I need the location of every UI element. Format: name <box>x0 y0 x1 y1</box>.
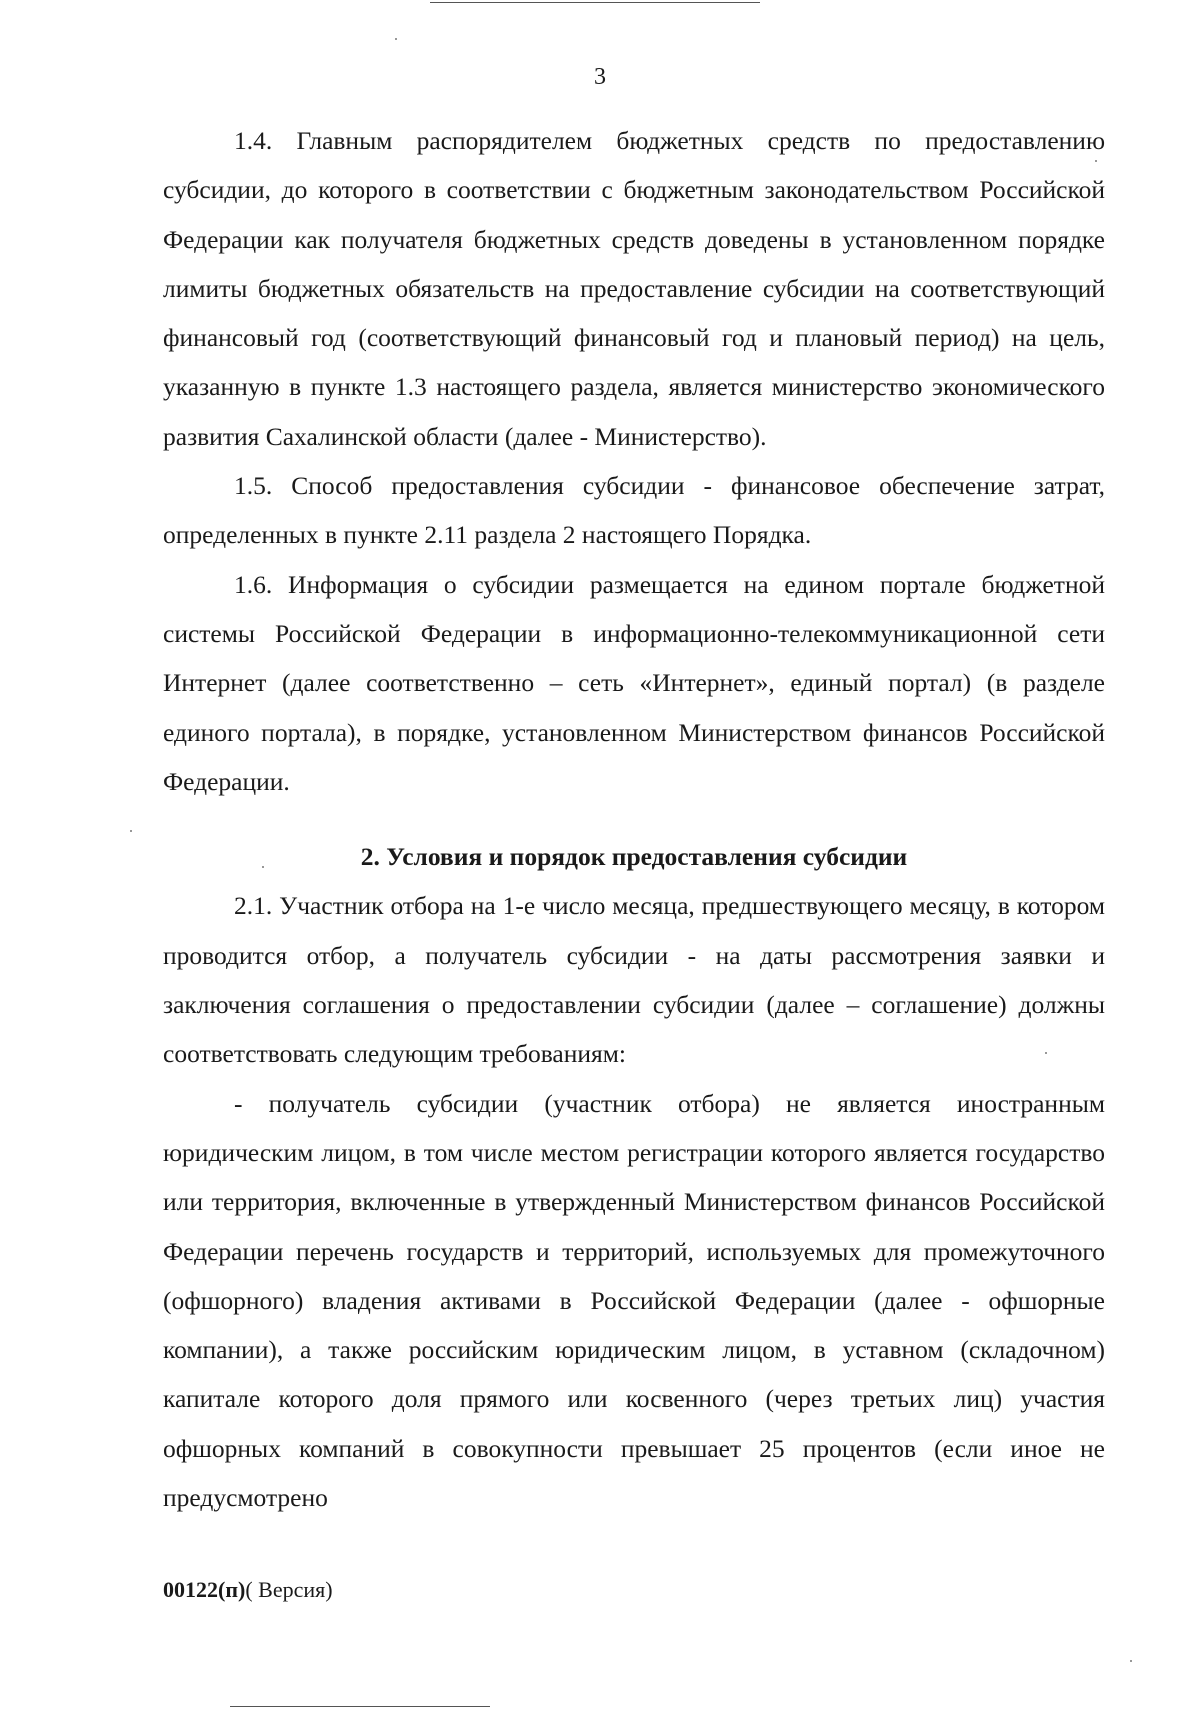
scan-speck <box>130 830 132 832</box>
paragraph-1-6: 1.6. Информация о субсидии размещается на едином портале бюджетной системы Российской Федерации в информационно-телекоммуникационной сети Интернет (далее соответственно – сеть «Интернет», единый портал) (в разделе единого портала), в порядке, установленном Министерством финансов Российской Федерации. <box>163 569 1105 796</box>
paragraph-1-5: 1.5. Способ предоставления субсидии - финансовое обеспечение затрат, определенных в пункте 2.11 раздела 2 настоящего Порядка. <box>163 471 1105 550</box>
paragraph-2-1: 2.1. Участник отбора на 1-е число месяца, предшествующего месяцу, в котором проводится отбор, а получатель субсидии - на даты рассмотрения заявки и заключения соглашения о предоставлении субсидии (далее – соглашение) должны соответствовать следующим требованиям: <box>163 891 1105 1069</box>
scan-speck <box>395 38 397 40</box>
scan-speck <box>1130 1660 1132 1662</box>
document-body <box>163 116 1105 1522</box>
document-footer <box>163 1576 333 1604</box>
paragraph-1-4: 1.4. Главным распорядителем бюджетных средств по предоставлению субсидии, до которого в соответствии с бюджетным законодательством Российской Федерации как получателя бюджетных средств доведены в установленном порядке лимиты бюджетных обязательств на предоставление субсидии на соответствующий финансовый год (соответствующий финансовый год и плановый период) на цель, указанную в пункте 1.3 настоящего раздела, является министерство экономического развития Сахалинской области (далее - Министерство). <box>163 126 1105 451</box>
document-version: ( Версия) <box>245 1577 333 1602</box>
scan-artifact-top <box>430 2 760 3</box>
paragraph-2-1-item-1: - получатель субсидии (участник отбора) не является иностранным юридическим лицом, в том числе местом регистрации которого является государство или территория, включенные в утвержденный Министерством финансов Российской Федерации перечень государств и территорий, используемых для промежуточного (офшорного) владения активами в Российской Федерации (далее - офшорные компании), а также российским юридическим лицом, в уставном (складочном) капитале которого доля прямого или косвенного (через третьих лиц) участия офшорных компаний в совокупности превышает 25 процентов (если иное не предусмотрено <box>163 1088 1105 1513</box>
section-2-heading: 2. Условия и порядок предоставления субсидии <box>360 842 908 872</box>
document-code: 00122(п) <box>163 1577 246 1602</box>
page-number: 3 <box>594 64 606 90</box>
scan-artifact-bottom <box>230 1706 490 1707</box>
